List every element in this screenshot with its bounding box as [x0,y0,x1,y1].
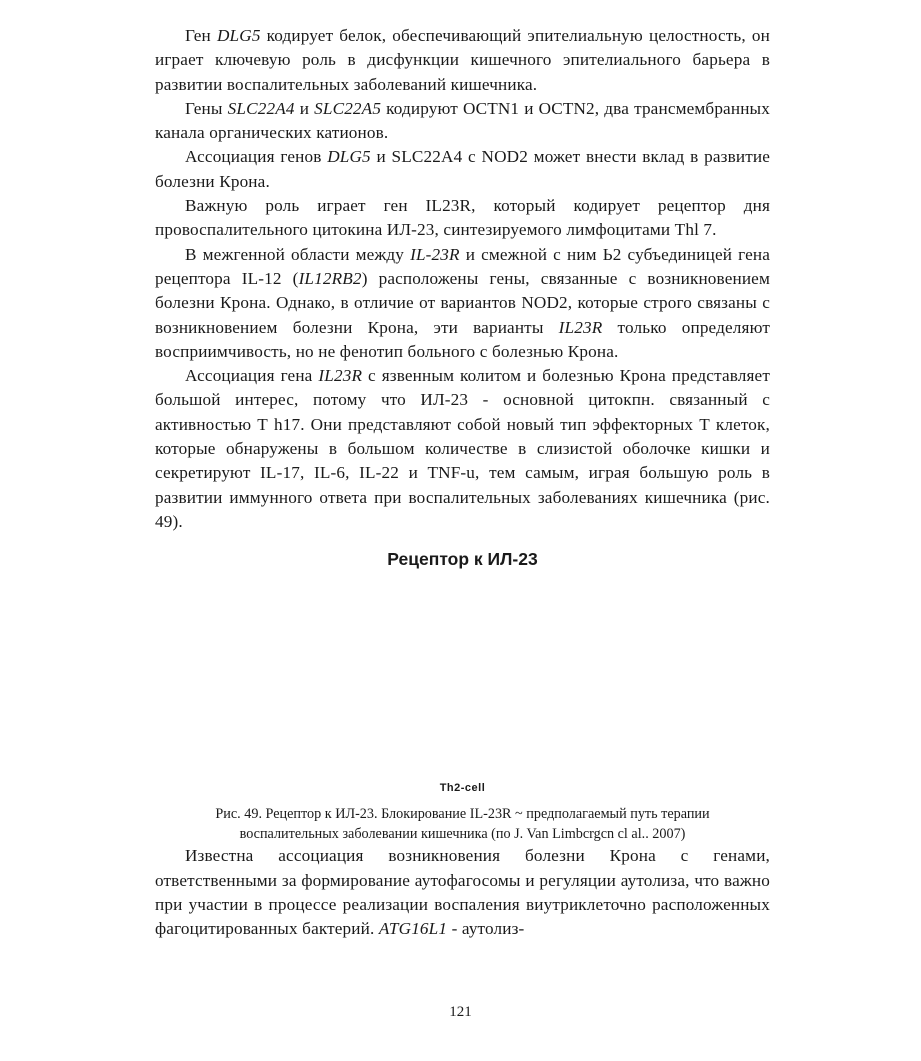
text-run: с язвенным колитом и болезнью Крона представляет большой интерес, потому что ИЛ-23 - основной цитокпн. связанный с активностью Т h17. Они представляют собой новый тип эффекторных Т клеток, которые обнаружены в большом количестве в слизистой оболочке кишки и секретируют IL-17, IL-6, IL-22 и TNF-u, тем самым, играя большую роль в развитии иммунного ответа при воспалительных заболеваниях кишечника (рис. 49). [155,366,770,531]
text-run: кодируют OCTN1 и OCTN2, два трансмембранных канала органических катионов. [155,98,770,143]
gene-name: IL23R [558,317,603,337]
gene-name: IL12RB2 [298,268,362,288]
text-run: - аутолиз- [447,919,525,939]
text-run: Важную роль играет ген IL23R, который кодирует рецептор дня провоспалительного цитокина ИЛ-23, синтезируемого лимфоцитами Thl 7. [155,196,770,240]
paragraph-dlg5 [155,24,770,97]
gene-name: ATG16L1 [378,919,448,939]
paragraph-autophagy [155,844,770,941]
text-run: Ген [185,26,217,45]
figure-heading: Рецептор к ИЛ-23 [387,549,538,570]
figure-label: Th2-cell [439,782,486,795]
text-run: Известна ассоциация возникновения болезни Крона с генами, ответственными за формирование аутофагосомы и регуляции аутолиза, что важно при участии в процессе реализации воспаления виутриклеточно расположенных фагоцитированных бактерий. [155,846,770,939]
text-run: Ассоциация гена [185,366,319,386]
text-run: В межгенной области между [185,244,411,264]
gene-name: DLG5 [216,26,261,45]
caption-line-1: Рис. 49. Рецептор к ИЛ-23. Блокирование IL-23R ~ предполагаемый путь терапии [215,806,710,823]
paragraph-slc22a [155,97,770,146]
text-run: и смежной с ним Ь2 субъединицей гена рецептора IL-12 ( [155,244,770,288]
text-run: и [294,98,315,118]
gene-name: IL23R [318,366,363,386]
gene-name: IL-23R [410,244,460,264]
gene-name: SLC22A5 [314,98,382,118]
gene-name: DLG5 [327,147,371,167]
text-run: Ассоциация генов [185,147,328,167]
text-run: только определяют восприимчивость, но не фенотип больного с болезнью Крона. [155,317,770,361]
caption-line-2: воспалительных заболевании кишечника (по J. Van Limbcrgcn cl al.. 2007) [239,826,686,843]
gene-name: SLC22A4 [227,98,295,118]
text-run: Гены [185,98,228,118]
paragraph-il23r [155,194,770,243]
paragraph-intergenic [155,243,770,364]
figure-caption [155,804,770,844]
paragraph-association [155,145,770,194]
page-body [155,24,770,941]
figure-area [155,571,770,804]
page-number: 121 [449,1004,472,1020]
text-run: и SLC22A4 с NOD2 может внести вклад в развитие болезни Крона. [155,147,770,191]
text-run: кодирует белок, обеспечивающий эпителиальную целостность, он играет ключевую роль в дисфункции кишечного эпителиального барьера в развитии воспалительных заболеваний кишечника. [155,26,770,94]
text-run: ) расположены гены, связанные с возникновением болезни Крона. Однако, в отличие от вариантов NOD2, которые строго связаны с возникновением болезни Крона, эти варианты [155,268,770,337]
paragraph-th17 [155,364,770,534]
